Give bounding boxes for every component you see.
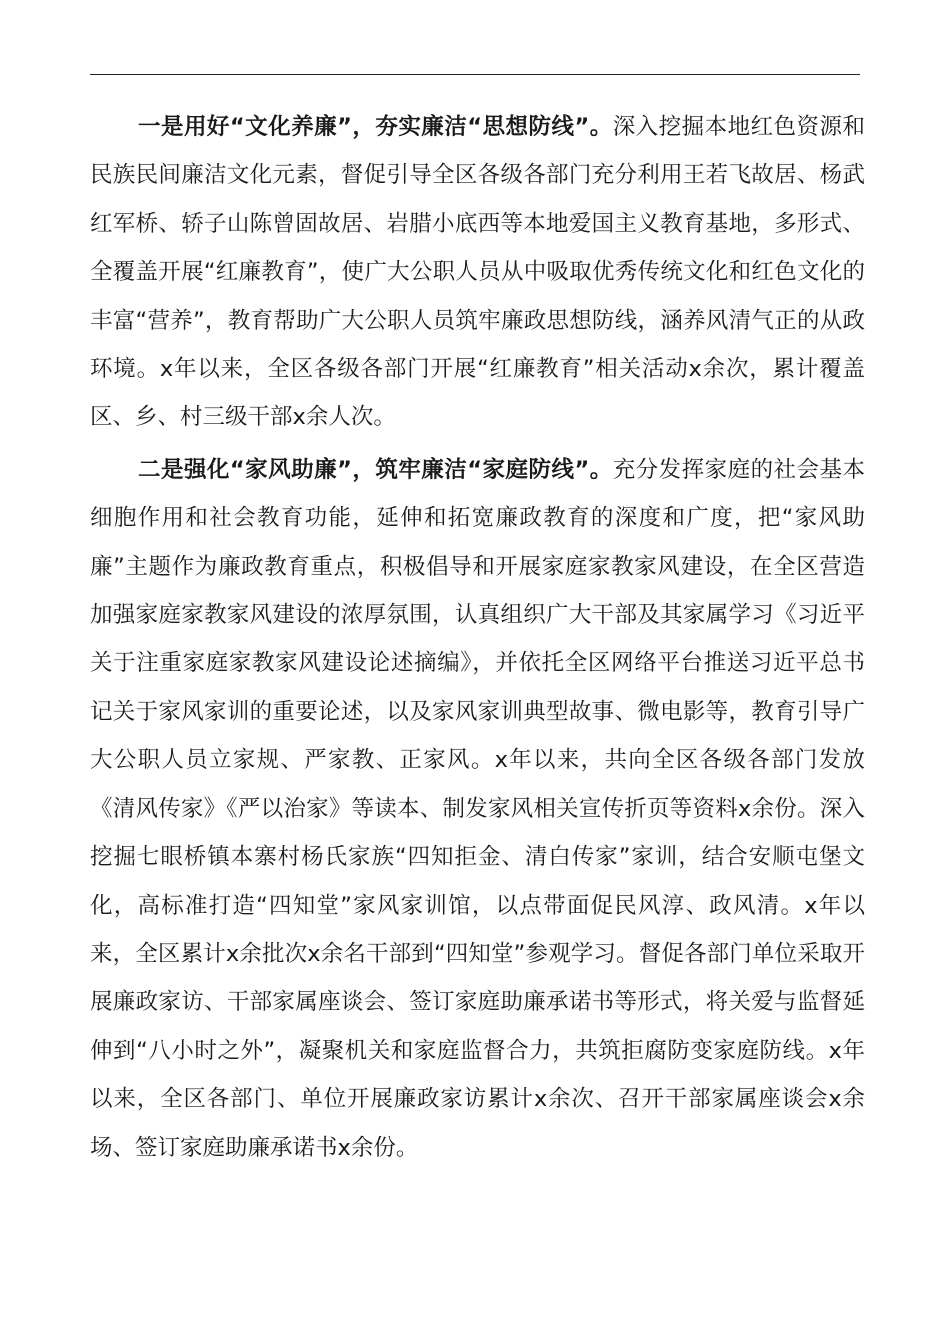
paragraph-text: 充分发挥家庭的社会基本细胞作用和社会教育功能，延伸和拓宽廉政教育的深度和广度，把“家风助廉”主题作为廉政教育重点，积极倡导和开展家庭家教家风建设，在全区营造加强家庭家教家风建设的浓厚氛围，认真组织广大干部及其家属学习《习近平关于注重家庭家教家风建设论述摘编》，并依托全区网络平台推送习近平总书记关于家风家训的重要论述，以及家风家训典型故事、微电影等，教育引导广大公职人员立家规、严家教、正家风。x年以来，共向全区各级各部门发放《清风传家》《严以治家》等读本、制发家风相关宣传折页等资料x余份。深入挖掘七眼桥镇本寨村杨氏家族“四知拒金、清白传家”家训，结合安顺屯堡文化，高标准打造“四知堂”家风家训馆，以点带面促民风淳、政风清。x年以来，全区累计x余批次x余名干部到“四知堂”参观学习。督促各部门单位采取开展廉政家访、干部家属座谈会、签订家庭助廉承诺书等形式，将关爱与监督延伸到“八小时之外”，凝聚机关和家庭监督合力，共筑拒腐防变家庭防线。x年以来，全区各部门、单位开展廉政家访累计x余次、召开干部家属座谈会x余场、签订家庭助廉承诺书x余份。 bbox=[90, 456, 865, 1161]
paragraph-family-integrity bbox=[90, 446, 865, 1172]
document-body bbox=[90, 103, 865, 1172]
paragraph-lead: 一是用好“文化养廉”，夯实廉洁“思想防线”。 bbox=[138, 114, 613, 140]
paragraph-culture-integrity bbox=[90, 103, 865, 442]
paragraph-text: 深入挖掘本地红色资源和民族民间廉洁文化元素，督促引导全区各级各部门充分利用王若飞故居、杨武红军桥、轿子山陈曾固故居、岩腊小底西等本地爱国主义教育基地，多形式、全覆盖开展“红廉教育”，使广大公职人员从中吸取优秀传统文化和红色文化的丰富“营养”，教育帮助广大公职人员筑牢廉政思想防线，涵养风清气正的从政环境。x年以来，全区各级各部门开展“红廉教育”相关活动x余次，累计覆盖区、乡、村三级干部x余人次。 bbox=[90, 114, 865, 431]
paragraph-lead: 二是强化“家风助廉”，筑牢廉洁“家庭防线”。 bbox=[138, 456, 613, 483]
header-rule bbox=[90, 74, 860, 75]
